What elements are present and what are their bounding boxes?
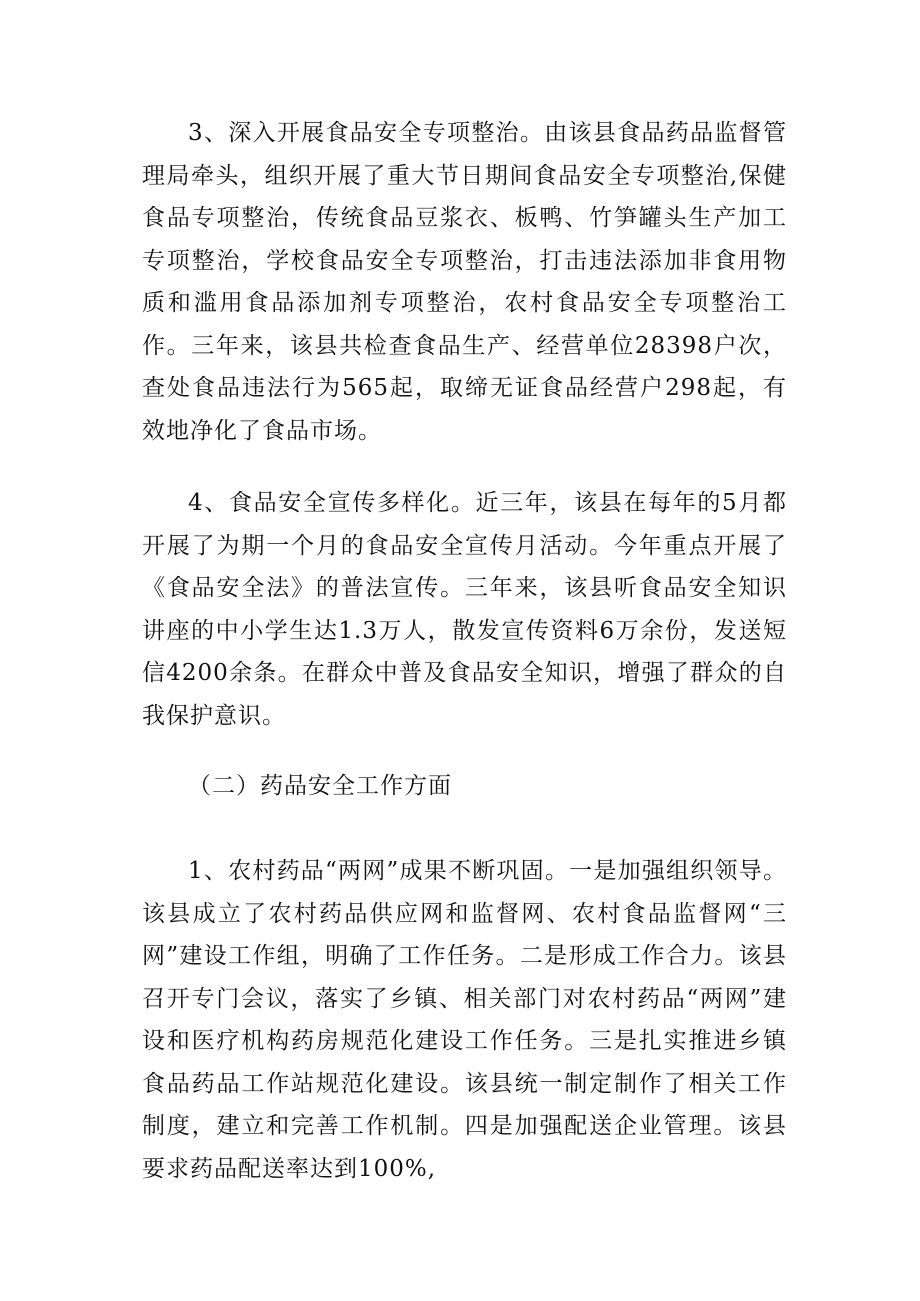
paragraph-food-safety-rectification: 3、深入开展食品安全专项整治。由该县食品药品监督管理局牵头，组织开展了重大节日期间食品安全专项整治,保健食品专项整治，传统食品豆浆衣、板鸭、竹笋罐头生产加工专项整治，学校食品安全专项整治，打击违法添加非食用物质和滥用食品添加剂专项整治，农村食品安全专项整治工作。三年来，该县共检查食品生产、经营单位28398户次，查处食品违法行为565起，取缔无证食品经营户298起，有效地净化了食品市场。 (142, 120, 787, 444)
paragraph-food-safety-publicity: 4、食品安全宣传多样化。近三年，该县在每年的5月都开展了为期一个月的食品安全宣传月活动。今年重点开展了《食品安全法》的普法宣传。三年来，该县听食品安全知识讲座的中小学生达1.3万人，散发宣传资料6万余份，发送短信4200余条。在群众中普及食品安全知识，增强了群众的自我保护意识。 (142, 490, 787, 729)
paragraph-rural-drug-networks: 1、农村药品“两网”成果不断巩固。一是加强组织领导。该县成立了农村药品供应网和监督网、农村食品监督网“三网”建设工作组，明确了工作任务。二是形成工作合力。该县召开专门会议，落实了乡镇、相关部门对农村药品“两网”建设和医疗机构药房规范化建设工作任务。三是扎实推进乡镇食品药品工作站规范化建设。该县统一制定制作了相关工作制度，建立和完善工作机制。四是加强配送企业管理。该县要求药品配送率达到100%, (142, 858, 787, 1182)
section-heading-drug-safety: （二）药品安全工作方面 (188, 773, 452, 799)
